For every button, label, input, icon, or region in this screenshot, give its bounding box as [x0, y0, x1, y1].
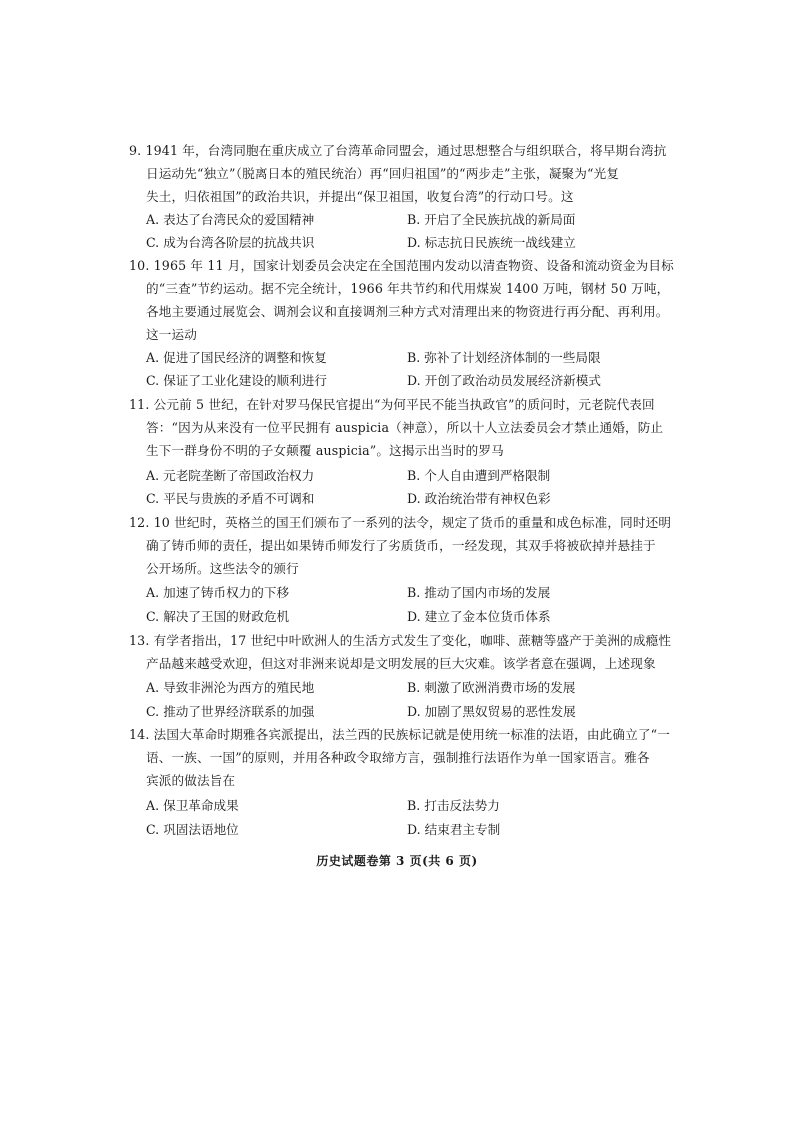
option-b: B. 弥补了计划经济体制的一些局限 [407, 350, 601, 365]
question-stem-line: 9. 1941 年，台湾同胞在重庆成立了台湾革命同盟会，通过思想整合与组织联合，将早期台湾抗 [129, 143, 667, 158]
option-a: A. 导致非洲沦为西方的殖民地 [146, 680, 315, 695]
question-stem-line: 10. 1965 年 11 月，国家计划委员会决定在全国范围内发动以清查物资、设备和流动资金为目标 [129, 258, 674, 273]
question-stem-line: 语、一族、一国”的原则，并用各种政令取缔方言，强制推行法语作为单一国家语言。雅各 [146, 750, 650, 765]
option-c: C. 推动了世界经济联系的加强 [146, 704, 315, 719]
option-a: A. 促进了国民经济的调整和恢复 [146, 350, 327, 365]
question-stem-line: 11. 公元前 5 世纪，在针对罗马保民官提出“为何平民不能当执政官”的质问时，元老院代表回 [129, 397, 655, 412]
question-stem-line: 13. 有学者指出，17 世纪中叶欧洲人的生活方式发生了变化，咖啡、蔗糖等盛产于美洲的成瘾性 [129, 633, 672, 648]
page-footer: 历史试题卷第 3 页(共 6 页) [316, 854, 478, 868]
option-d: D. 建立了金本位货币体系 [407, 609, 551, 624]
option-d: D. 加剧了黑奴贸易的恶性发展 [407, 704, 576, 719]
option-b: B. 开启了全民族抗战的新局面 [407, 212, 576, 227]
question-stem-line: 产品越来越受欢迎，但这对非洲来说却是文明发展的巨大灾难。该学者意在强调，上述现象 [146, 656, 656, 671]
question-stem-line: 14. 法国大革命时期雅各宾派提出，法兰西的民族标记就是使用统一标准的法语，由此确立了“一 [129, 727, 670, 742]
option-d: D. 标志抗日民族统一战线建立 [407, 235, 576, 250]
option-d: D. 结束君主专制 [407, 822, 501, 837]
question-stem-line: 这一运动 [146, 327, 197, 342]
option-c: C. 巩固法语地位 [146, 822, 239, 837]
option-a: A. 元老院垄断了帝国政治权力 [146, 468, 315, 483]
question-stem-line: 12. 10 世纪时，英格兰的国王们颁布了一系列的法令，规定了货币的重量和成色标准，同时还明 [129, 515, 672, 530]
question-stem-line: 公开场所。这些法令的颁行 [146, 561, 299, 576]
option-c: C. 解决了王国的财政危机 [146, 609, 290, 624]
option-b: B. 打击反法势力 [407, 798, 500, 813]
option-b: B. 个人自由遭到严格限制 [407, 468, 551, 483]
question-stem-line: 确了铸币师的责任，提出如果铸币师发行了劣质货币，一经发现，其双手将被砍掉并悬挂于 [146, 538, 656, 553]
option-b: B. 推动了国内市场的发展 [407, 585, 551, 600]
option-d: D. 开创了政治动员发展经济新模式 [407, 373, 601, 388]
question-stem-line: 答：“因为从来没有一位平民拥有 auspicia（神意），所以十人立法委员会才禁止通婚，防止 [146, 420, 664, 435]
option-c: C. 保证了工业化建设的顺利进行 [146, 373, 327, 388]
option-a: A. 保卫革命成果 [146, 798, 239, 813]
question-stem-line: 失土，归依祖国”的政治共识，并提出“保卫祖国，收复台湾”的行动口号。这 [146, 189, 574, 204]
question-stem-line: 各地主要通过展览会、调剂会议和直接调剂三种方式对清理出来的物资进行再分配、再利用。 [146, 304, 669, 319]
question-stem-line: 的“三查”节约运动。据不完全统计，1966 年共节约和代用煤炭 1400 万吨，钢材 50 万吨， [146, 281, 670, 296]
option-c: C. 成为台湾各阶层的抗战共识 [146, 235, 315, 250]
option-a: A. 表达了台湾民众的爱国精神 [146, 212, 315, 227]
option-c: C. 平民与贵族的矛盾不可调和 [146, 491, 315, 506]
option-a: A. 加速了铸币权力的下移 [146, 585, 290, 600]
option-d: D. 政治统治带有神权色彩 [407, 491, 551, 506]
option-b: B. 刺激了欧洲消费市场的发展 [407, 680, 576, 695]
question-stem-line: 日运动先“独立”（脱离日本的殖民统治）再“回归祖国”的“两步走”主张，凝聚为“光复 [146, 166, 620, 181]
question-stem-line: 生下一群身份不明的子女颠覆 auspicia”。这揭示出当时的罗马 [146, 443, 504, 458]
question-stem-line: 宾派的做法旨在 [146, 773, 236, 788]
